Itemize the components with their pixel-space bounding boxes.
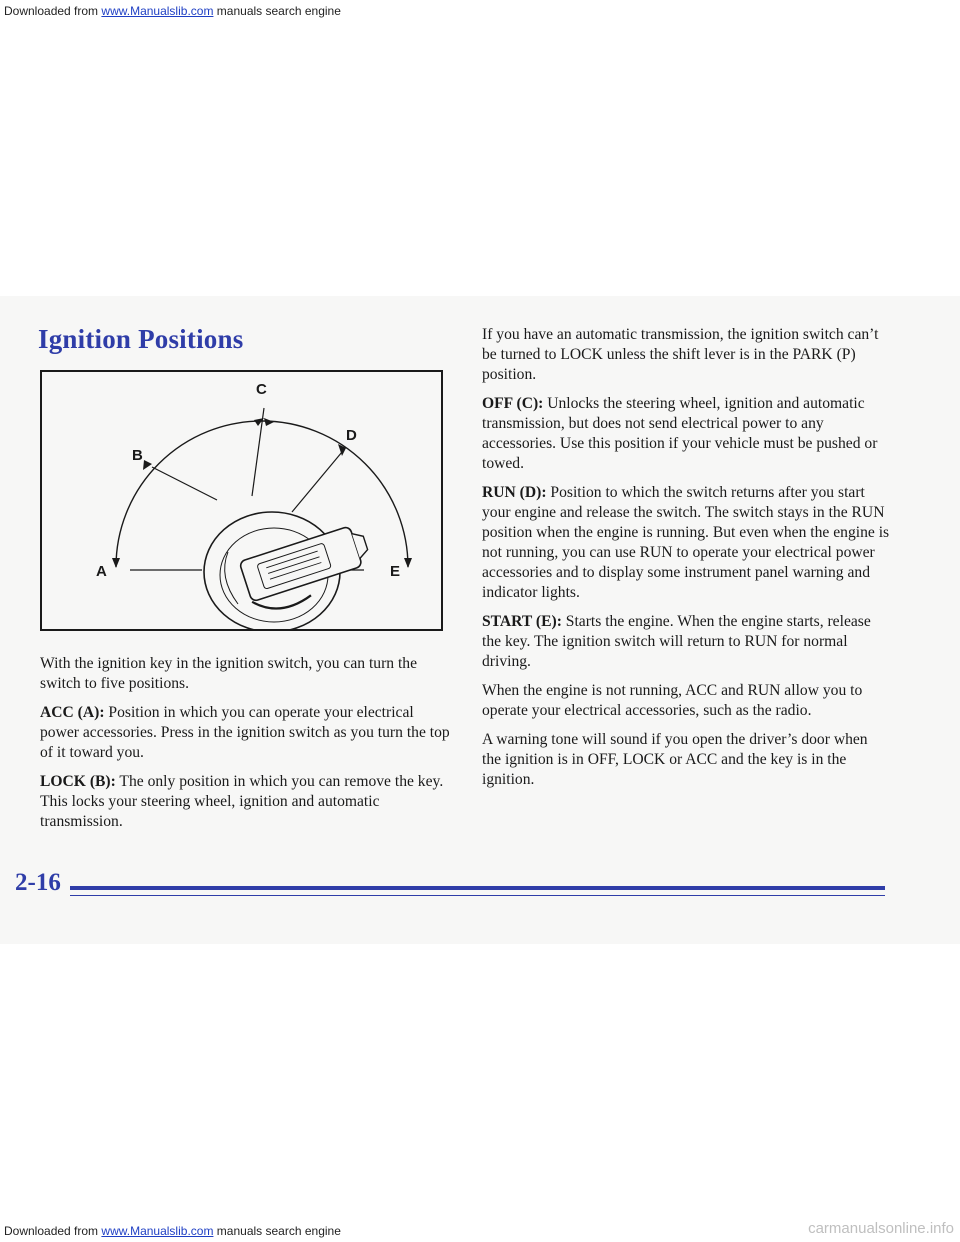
ignition-diagram-svg <box>42 372 441 629</box>
not-running-paragraph: When the engine is not running, ACC and RUN allow you to operate your electrical accessories, such as the radio. <box>482 682 863 719</box>
download-source-bar <box>4 4 341 18</box>
warning-tone-paragraph: A warning tone will sound if you open the driver’s door when the ignition is in OFF, LOCK or ACC and the key is in the ignition. <box>482 731 868 788</box>
right-text-column <box>482 325 890 799</box>
leader-line-d <box>292 452 342 512</box>
download-prefix-footer: Downloaded from <box>4 1224 99 1238</box>
left-text-column <box>40 654 450 841</box>
run-text: Position to which the switch returns after you start your engine and release the switch. The switch stays in the RUN position when the engine is running. But even when the engine is not running, you can use RUN to operate your electrical power accessories and to display some instrument panel warning and indicator lights. <box>482 484 890 601</box>
acc-text: Position in which you can operate your electrical power accessories. Press in the ignition switch as you turn the top of it toward you. <box>40 704 450 761</box>
download-prefix: Downloaded from <box>4 4 99 18</box>
footer-rule-thin <box>70 895 885 896</box>
label-d: D <box>346 427 357 444</box>
manualslib-link[interactable]: www.Manualslib.com <box>101 4 214 18</box>
arrowhead-d <box>338 444 346 456</box>
label-a: A <box>96 563 107 580</box>
arrowhead-c-right <box>264 418 274 426</box>
ignition-positions-diagram <box>40 370 443 631</box>
run-lead: RUN (D): <box>482 484 547 501</box>
arrowhead-a <box>112 558 120 568</box>
intro-paragraph: With the ignition key in the ignition switch, you can turn the switch to five positions. <box>40 655 418 692</box>
start-lead: START (E): <box>482 613 562 630</box>
run-paragraph <box>482 483 890 603</box>
leader-line-b <box>152 467 217 500</box>
manualslib-link-footer[interactable]: www.Manualslib.com <box>101 1224 214 1238</box>
lock-text: The only position in which you can remove the key. This locks your steering wheel, ignition and automatic transmission. <box>40 773 444 830</box>
off-lead: OFF (C): <box>482 395 544 412</box>
off-paragraph <box>482 394 890 474</box>
download-suffix-footer: manuals search engine <box>216 1224 341 1238</box>
arrowhead-e <box>404 558 412 568</box>
off-text: Unlocks the steering wheel, ignition and automatic transmission, but does not send electrical power to any accessories. Use this position if your vehicle must be pushed or towed. <box>482 395 878 472</box>
label-c: C <box>256 381 267 398</box>
page-number: 2-16 <box>15 869 61 896</box>
start-paragraph <box>482 612 890 672</box>
lock-paragraph <box>40 772 450 832</box>
download-suffix: manuals search engine <box>216 4 341 18</box>
start-text: Starts the engine. When the engine starts, release the key. The ignition switch will return to RUN for normal driving. <box>482 613 871 670</box>
automatic-transmission-note: If you have an automatic transmission, the ignition switch can’t be turned to LOCK unless the shift lever is in the PARK (P) position. <box>482 326 879 383</box>
lock-lead: LOCK (B): <box>40 773 116 790</box>
arrowhead-b <box>143 460 152 470</box>
label-b: B <box>132 447 143 464</box>
footer-rule-thick <box>70 886 885 890</box>
acc-lead: ACC (A): <box>40 704 105 721</box>
watermark-text: carmanualsonline.info <box>808 1220 954 1237</box>
section-title: Ignition Positions <box>38 324 244 354</box>
acc-paragraph <box>40 703 450 763</box>
label-e: E <box>390 563 401 580</box>
download-source-footer <box>4 1224 341 1238</box>
